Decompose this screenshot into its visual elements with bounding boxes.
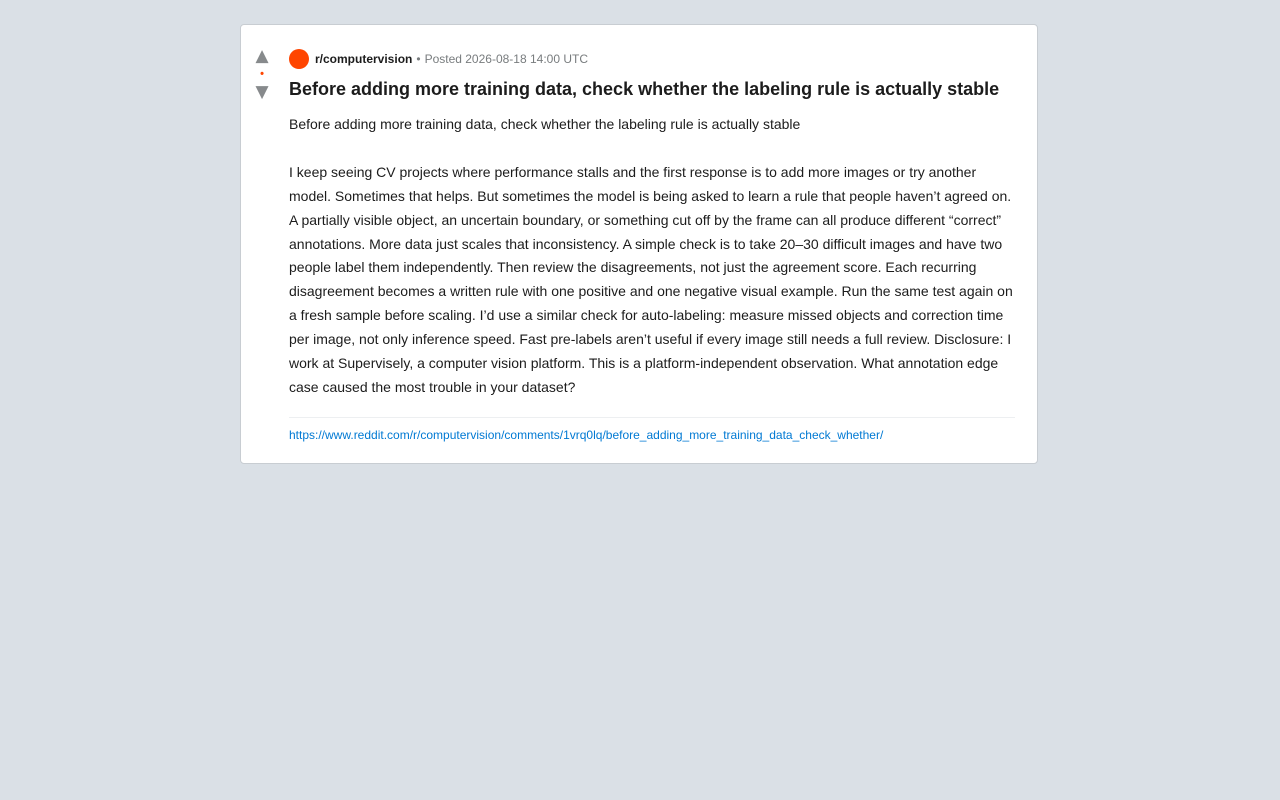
vote-score: • — [260, 68, 264, 80]
post-meta — [289, 49, 1015, 69]
post-content — [289, 49, 1015, 443]
subreddit-avatar-icon[interactable] — [289, 49, 309, 69]
upvote-arrow-icon[interactable]: ▲ — [255, 46, 269, 66]
post-card — [240, 24, 1038, 464]
post-timestamp: Posted 2026-08-18 14:00 UTC — [424, 52, 588, 66]
post-body-main: I keep seeing CV projects where performance stalls and the first response is to add more images or try another model. Sometimes that helps. But sometimes the model is being asked to learn a rule that people haven’t agreed on. A partially visible object, an uncertain boundary, or something cut off by the frame can all produce different “correct” annotations. More data just scales that inconsistency. A simple check is to take 20–30 difficult images and have two people label them independently. Then review the disagreements, not just the agreement score. Each recurring disagreement becomes a written rule with one positive and one negative visual example. Run the same test again on a fresh sample before scaling. I’d use a similar check for auto-labeling: measure missed objects and correction time per image, not only inference speed. Fast pre-labels aren’t useful if every image still needs a full review. Disclosure: I work at Supervisely, a computer vision platform. This is a platform-independent observation. What annotation edge case caused the most trouble in your dataset? — [289, 163, 1013, 395]
divider — [289, 417, 1015, 418]
post-body-intro: Before adding more training data, check whether the labeling rule is actually stable — [289, 116, 801, 132]
post-body — [289, 113, 1015, 400]
post-title[interactable]: Before adding more training data, check whether the labeling rule is actually stable — [289, 79, 1000, 99]
post-permalink[interactable]: https://www.reddit.com/r/computervision/comments/1vrq0lq/before_adding_more_training_data_check_whether/ — [289, 427, 884, 442]
downvote-arrow-icon[interactable]: ▼ — [255, 82, 269, 102]
subreddit-name[interactable]: r/computervision — [315, 52, 413, 66]
meta-separator: • — [416, 52, 421, 66]
vote-column — [241, 47, 283, 101]
